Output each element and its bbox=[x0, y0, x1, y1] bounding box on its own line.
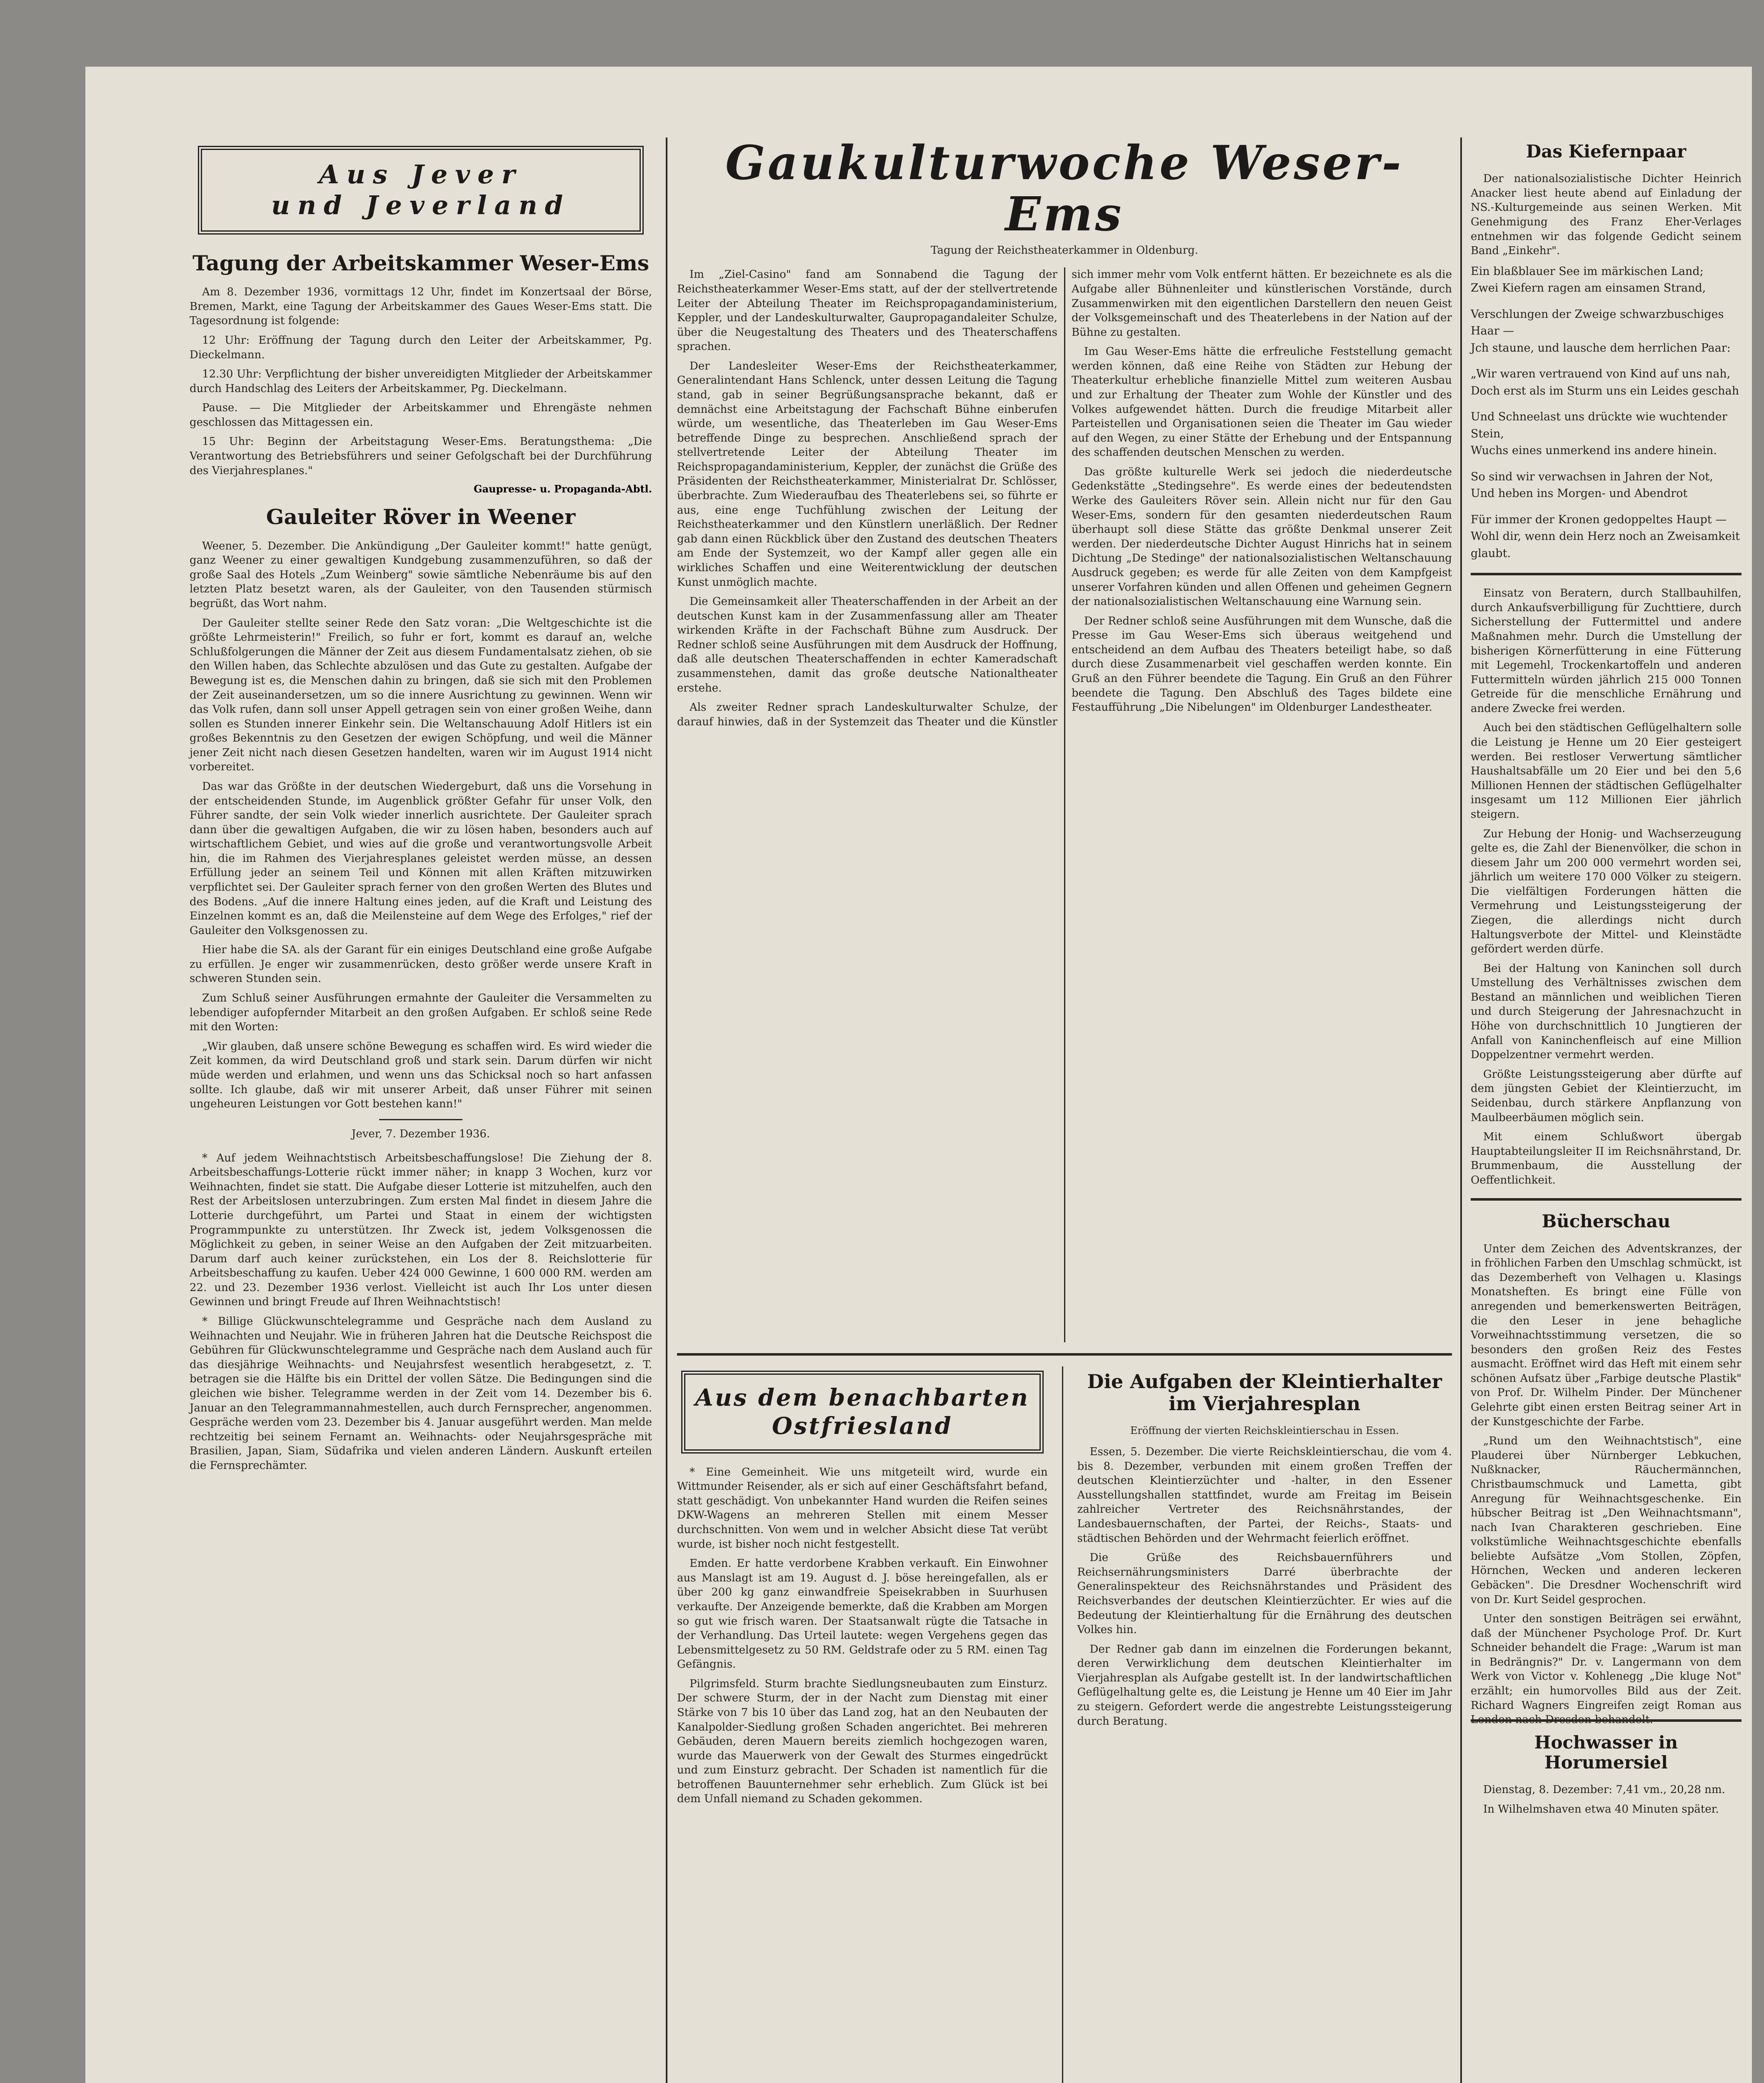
article-paragraph: * Eine Gemeinheit. Wie uns mitgeteilt wird, wurde ein Wittmunder Reisender, als er sich auf einer Geschäftsfahrt befand, statt geschädigt. Von unbekannter Hand wurden die Reifen seines DKW-Wagens an mehreren Stellen mit einem Messer durchschnitten. Von wem und in welcher Absicht diese Tat verübt wurde, ist bisher noch nicht festgestellt. bbox=[677, 1466, 1048, 1551]
poem-stanza: So sind wir verwachsen in Jahren der Not, Und heben ins Morgen- und Abendrot bbox=[1471, 470, 1713, 500]
section-box-jever bbox=[198, 146, 644, 235]
article-title-hochwasser: Hochwasser in Horumersiel bbox=[1534, 1732, 1678, 1773]
article-subtitle: Eröffnung der vierten Reichskleintierschau in Essen. bbox=[1130, 1425, 1399, 1437]
article-paragraph: Weener, 5. Dezember. Die Ankündigung „Der Gauleiter kommt!" hatte genügt, ganz Weener zu einer gewaltigen Kundgebung zusammenzuführen, so daß der große Saal des Hotels „Zum Weinberg" sowie sämtliche Nebenräume bis auf den letzten Platz besetzt waren, als der Gauleiter, von den Tausenden stürmisch begrüßt, das Wort nahm. bbox=[190, 539, 652, 610]
buecherschau-body bbox=[1471, 1242, 1742, 1726]
article-paragraph: Emden. Er hatte verdorbene Krabben verkauft. Ein Einwohner aus Manslagt ist am 19. August d. J. böse hereingefallen, als er über 200 kg ganz einwandfreie Speisekrabben in Suurhusen verkaufte. Der Anzeigende bemerkte, daß die Krabben am Morgen so gut wie frisch waren. Der Staatsanwalt rügte die Tatsache in der Verhandlung. Das Urteil lautete: wegen Vergehens gegen das Lebensmittelgesetz zu 50 RM. Geldstrafe oder zu 5 RM. einen Tag Gefängnis. bbox=[677, 1557, 1048, 1671]
article-paragraph: „Wir glauben, daß unsere schöne Bewegung es schaffen wird. Es wird wieder die Zeit kommen, da wird Deutschland groß und stark sein. Darum dürfen wir nicht müde werden und erlahmen, und wenn uns das Schicksal noch so hart anfassen sollte. Ich glaube, daß wir mit unserer Arbeit, daß unser Führer mit seinen ungeheuren Leistungen vor Gott bestehen kann!" bbox=[190, 1040, 652, 1111]
poem-stanza: Verschlungen der Zweige schwarzbuschiges Haar — Jch staune, und lausche dem herrlichen Paar: bbox=[1471, 307, 1731, 355]
article-paragraph: Als zweiter Redner sprach Landeskulturwalter Schulze, der darauf hinwies, daß in der Systemzeit das Theater und die Künstler sich immer mehr vom Volk entfernt hätten. Er bezeichnete es als die Aufgabe aller Bühnenleiter und künstlerischen Vorstände, durch Zusammenwirken mit den eigentlichen Darstellern den neuen Geist der Volksgemeinschaft und des Theaterlebens in der Nation auf der Bühne zu gestalten. bbox=[677, 268, 1452, 728]
article-paragraph: Im „Ziel-Casino" fand am Sonnabend die Tagung der Reichstheaterkammer Weser-Ems statt, auf der der stellvertretende Leiter der Abteilung Theater im Reichspropagandaministerium, Keppler, und der Landeskulturwalter, Gaupropagandaleiter Schulze, über die Neugestaltung des Theaters und des Theaterschaffens sprachen. bbox=[677, 268, 1057, 353]
article-paragraph: Auch bei den städtischen Geflügelhaltern solle die Leistung je Henne um 20 Eier gesteigert werden. Bei restloser Verwertung sämtlicher Haushaltsabfälle um 20 Eier und bei den 5,6 Millionen Hennen der städtischen Geflügelhalter insgesamt um 112 Millionen Eier jährlich steigern. bbox=[1471, 722, 1742, 821]
article-paragraph: Am 8. Dezember 1936, vormittags 12 Uhr, findet im Konzertsaal der Börse, Bremen, Markt, eine Tagung der Arbeitskammer des Gaues Weser-Ems statt. Die Tagesordnung ist folgende: bbox=[190, 286, 652, 327]
tide-times: Dienstag, 8. Dezember: 7,41 vm., 20,28 nm. bbox=[1483, 1783, 1725, 1796]
article-paragraph: Das größte kulturelle Werk sei jedoch die niederdeutsche Gedenkstätte „Stedingsehre". Es werde eines der bedeutendsten Werke des Gauleiters Röver sein. Allein nicht nur für den Gau Weser-Ems, sondern für den gesamten niederdeutschen Raum überhaupt soll diese Stätte das größte Denkmal unserer Zeit werden. Der niederdeutsche Dichter August Hinrichs hat in seinem Dichtung „De Stedinge" der nationalsozialistischen Weltanschauung Ausdruck gegeben; es werde für alle Zeiten von dem Kampfgeist unserer Vorfahren künden und allen Offenen und geheimen Gegnern der nationalsozialistischen Weltanschauung eine Warnung sein. bbox=[1072, 465, 1452, 608]
article-paragraph: Das war das Größte in der deutschen Wiedergeburt, daß uns die Vorsehung in der entscheidenden Stunde, im Augenblick größter Gefahr für unser Volk, den Führer sandte, der sein Volk wieder innerlich ausrichtete. Der Gauleiter sprach dann über die gewaltigen Aufgaben, die wir zu lösen haben, besonders auch auf wirtschaftlichem Gebiet, und wies auf die große und verantwortungsvolle Arbeit hin, die im Rahmen des Vierjahresplanes geleistet werden müsse, an dessen Erfüllung jeder an seinem Teil und Können mit allen Kräften mitzuwirken verpflichtet sei. Der Gauleiter sprach ferner von den großen Werten des Blutes und des Bodens. „Auf die innere Haltung eines jeden, auf die Kraft und Leistung des Einzelnen kommt es an, daß die Meilensteine auf dem Wege des Erfolges," rief der Gauleiter den Volksgenossen zu. bbox=[190, 780, 652, 937]
article-paragraph: Der Redner gab dann im einzelnen die Forderungen bekannt, deren Verwirklichung dem deutschen Kleintierhalter im Vierjahresplan als Aufgabe gestellt ist. In der landwirtschaftlichen Geflügelhaltung gelte es, die Leistung je Henne um 40 Eier im Jahr zu steigern. Gefordert werde die angestrebte Leistungssteigerung durch Beratung. bbox=[1077, 1643, 1452, 1728]
lower-middle-section bbox=[677, 1366, 1452, 2083]
poem-title: Das Kiefernpaar bbox=[1526, 141, 1687, 162]
article-paragraph: Zur Hebung der Honig- und Wachserzeugung gelte es, die Zahl der Bienenvölker, die schon in diesem Jahr um 200 000 vermehrt worden sei, jährlich um weitere 170 000 Völker zu steigern. Die vielfältigen Forderungen hätten die Vermehrung und Leistungssteigerung der Ziegen, die allerdings nicht durch Haltungsverbote der Mittel- und Kleinstädte gefördert werden dürfe. bbox=[1471, 827, 1742, 956]
section-title-jever: Aus Jever und Jeverland bbox=[271, 159, 571, 221]
poem-stanza: „Wir waren vertrauend von Kind auf uns nah, Doch erst als im Sturm uns ein Leides geschah bbox=[1471, 367, 1739, 397]
article-paragraph: Der Landesleiter Weser-Ems der Reichstheaterkammer, Generalintendant Hans Schlenck, unter dessen Leitung die Tagung stand, gab in seiner Begrüßungsansprache bekannt, daß er demnächst eine Arbeitstagung der Fachschaft Bühne einberufen würde, um wesentliche, das Theaterleben im Gau Weser-Ems betreffende Dinge zu besprechen. Anschließend sprach der stellvertretende Leiter der Abteilung Theater im Reichspropagandaministerium, Keppler, der zunächst die Grüße des Präsidenten der Reichstheaterkammer, Ministerialrat Dr. Schlösser, überbrachte. Zum Wiederaufbau des Theaterlebens sei, so führte er aus, eine enge Tuchfühlung zwischen der Leitung der Reichstheaterkammer und den Künstlern unerläßlich. Der Redner gab dann einen Rückblick über den Zustand des deutschen Theaters am Ende der Systemzeit, wo der Kampf aller gegen alle ein wirkliches Schaffen und eine Weiterentwicklung der deutschen Kunst unmöglich machte. bbox=[677, 360, 1057, 589]
section-box-ostfriesland bbox=[681, 1371, 1044, 1453]
section-divider bbox=[1471, 573, 1742, 575]
article-title-roever: Gauleiter Röver in Weener bbox=[266, 505, 576, 529]
masthead-subtitle: Tagung der Reichstheaterkammer in Oldenburg. bbox=[931, 244, 1198, 257]
article-paragraph: 12 Uhr: Eröffnung der Tagung durch den Leiter der Arbeitskammer, Pg. Dieckelmann. bbox=[190, 334, 652, 361]
left-column bbox=[190, 137, 652, 2083]
article-paragraph: Zum Schluß seiner Ausführungen ermahnte der Gauleiter die Versammelten zu lebendiger aufopfernder Mitarbeit an den großen Aufgaben. Er schloß seine Rede mit den Worten: bbox=[190, 992, 652, 1034]
section-divider bbox=[677, 1353, 1452, 1356]
article-paragraph: Pause. — Die Mitglieder der Arbeitskammer und Ehrengäste nehmen geschlossen das Mittagessen ein. bbox=[190, 402, 652, 429]
article-title-buecherschau: Bücherschau bbox=[1542, 1211, 1671, 1232]
poem-stanza: Für immer der Kronen gedoppeltes Haupt — Wohl dir, wenn dein Herz noch an Zweisamkeit glaubt. bbox=[1471, 513, 1740, 560]
poem-body bbox=[1471, 263, 1742, 562]
article-paragraph: 15 Uhr: Beginn der Arbeitstagung Weser-Ems. Beratungsthema: „Die Verantwortung des Betriebsführers und seiner Gefolgschaft bei der Durchführung des Vierjahresplanes." bbox=[190, 435, 652, 477]
article-paragraph: Einsatz von Beratern, durch Stallbauhilfen, durch Ankaufsverbilligung für Zuchttiere, durch Sicherstellung der Futtermittel und andere Maßnahmen mehr. Durch die Umstellung der bisherigen Körnerfütterung in eine Fütterung mit Legemehl, Trockenkartoffeln und anderen Futtermitteln würden jährlich 215 000 Tonnen Getreide für die menschliche Ernährung und andere Zwecke frei werden. bbox=[1471, 587, 1742, 715]
article-paragraph: Essen, 5. Dezember. Die vierte Reichskleintierschau, die vom 4. bis 8. Dezember, verbunden mit einem großen Treffen der deutschen Kleintierzüchter und -halter, in den Essener Ausstellungshallen stattfindet, wurde am Freitag im Beisein zahlreicher Vertreter des Reichsnährstandes, der Landesbauernschaften, der Partei, der Reichs-, Staats- und städtischen Behörden und der Wehrmacht feierlich eröffnet. bbox=[1077, 1446, 1452, 1545]
right-column bbox=[1471, 137, 1742, 2083]
article-paragraph: Hier habe die SA. als der Garant für ein einiges Deutschland eine große Aufgabe zu erfüllen. Je enger wir zusammenrücken, desto größer werde unsere Kraft in schweren Stunden sein. bbox=[190, 944, 652, 985]
article-paragraph: Bei der Haltung von Kaninchen soll durch Umstellung des Verhältnisses zwischen dem Bestand an männlichen und weiblichen Tieren und durch Steigerung der Jahresnachzucht in Höhe von durchschnittlich 10 Jungtieren der Anfall von Kaninchenfleisch auf eine Million Doppelzentner vermehrt werden. bbox=[1471, 962, 1742, 1061]
middle-column bbox=[677, 137, 1452, 2083]
column-divider bbox=[666, 137, 667, 2083]
article-signature: Gaupresse- u. Propaganda-Abtl. bbox=[473, 483, 652, 495]
divider bbox=[379, 1119, 462, 1120]
article-paragraph: 12.30 Uhr: Verpflichtung der bisher unvereidigten Mitglieder der Arbeitskammer durch Handschlag des Leiters der Arbeitskammer, Pg. Dieckelmann. bbox=[190, 368, 652, 395]
poem-stanza: Und Schneelast uns drückte wie wuchtender Stein, Wuchs eines unmerkend ins andere hinein. bbox=[1471, 410, 1727, 457]
column-divider bbox=[1460, 137, 1462, 2083]
article-paragraph: Der Gauleiter stellte seiner Rede den Satz voran: „Die Weltgeschichte ist die größte Lehrmeisterin!" Freilich, so fuhr er fort, kommt es darauf an, welche Schlußfolgerungen die Männer der Zeit aus diesem Fundamentalsatz ziehen, ob sie den Willen haben, das Schlechte abzulösen und das Gute zu gestalten. Aufgabe der Bewegung ist es, die Menschen dahin zu bringen, daß sie sich mit den Problemen der Zeit auseinandersetzen, um so die innere Ausrichtung zu gewinnen. Wenn wir das Volk rufen, dann soll unser Appell getragen sein von einer großen Weihe, dann sollen es Stunden innerer Einkehr sein. Die Weltanschauung Adolf Hitlers ist ein großes Bekenntnis zu den Gesetzen der ewigen Schöpfung, und weil die Männer jener Zeit nicht nach diesen Gesetzen handelten, waren wir im August 1914 nicht vorbereitet. bbox=[190, 617, 652, 774]
section-title-ostfriesland: Aus dem benachbarten Ostfriesland bbox=[695, 1384, 1030, 1440]
ostfriesland-column bbox=[677, 1366, 1048, 2083]
newspaper-page bbox=[85, 67, 1752, 2083]
article-title-arbeitskammer: Tagung der Arbeitskammer Weser-Ems bbox=[192, 250, 650, 275]
poem-intro: Der nationalsozialistische Dichter Heinrich Anacker liest heute abend auf Einladung der NS.-Kulturgemeinde aus seinen Werken. Mit Genehmigung des Franz Eher-Verlages entnehmen wir das folgende Gedicht seinem Band „Einkehr". bbox=[1471, 172, 1742, 257]
article-title-kleintierhalter: Die Aufgaben der Kleintierhalter im Vierjahresplan bbox=[1087, 1370, 1442, 1415]
dateline: Jever, 7. Dezember 1936. bbox=[351, 1127, 490, 1140]
article-paragraph: Der Redner schloß seine Ausführungen mit dem Wunsche, daß die Presse im Gau Weser-Ems sich überaus weitgehend und entscheidend an dem Aufbau des Theaters beteiligt habe, so daß durch diese Zusammenarbeit viel geschaffen werden konnte. Ein Gruß an den Führer beendete die Tagung. Ein Gruß an den Führer beendete die Tagung. Den Abschluß des Tages bildete eine Festaufführung „Die Nibelungen" im Oldenburger Landestheater. bbox=[1072, 614, 1452, 714]
article-paragraph: Unter den sonstigen Beiträgen sei erwähnt, daß der Münchener Psychologe Prof. Dr. Kurt Schneider behandelt die Frage: „Warum ist man in Bedrängnis?" Dr. v. Langermann von dem Werk von Victor v. Kohlenegg „Die kluge Not" erzählt; ein humorvolles Bild aus der Zeit. Richard Wagners Eingreifen zeigt Roman aus London nach Dresden behandelt. bbox=[1471, 1613, 1742, 1726]
kleintier-column bbox=[1077, 1366, 1452, 2083]
article-paragraph: Unter dem Zeichen des Adventskranzes, der in fröhlichen Farben den Umschlag schmückt, ist das Dezemberheft von Velhagen u. Klasings Monatsheften. Es bringt eine Fülle von anregenden und bemerkenswerten Beiträgen, die den Leser in jene behagliche Vorweihnachtsstimmung versetzen, die so besonders den großen Reiz des Festes ausmacht. Eröffnet wird das Heft mit einem sehr schönen Aufsatz über „Farbige deutsche Plastik" von Prof. Dr. Wilhelm Pinder. Der Münchener Gelehrte gibt einen ersten Beitrag seiner Art in der Kunstgeschichte der Farbe. bbox=[1471, 1242, 1742, 1428]
article-paragraph: Die Gemeinsamkeit aller Theaterschaffenden in der Arbeit an der deutschen Kunst kam in der Zusammenfassung aller am Theater wirkenden Kräfte in der Fachschaft Bühne zum Ausdruck. Der Redner schloß seine Ausführungen mit dem Ausdruck der Hoffnung, daß alle deutschen Theaterschaffenden in echter Kameradschaft zusammenstehen, damit das große deutsche Nationaltheater erstehe. bbox=[677, 595, 1057, 694]
article-paragraph: Im Gau Weser-Ems hätte die erfreuliche Feststellung gemacht werden können, daß eine Reihe von Städten zur Hebung der Theaterkultur erhebliche finanzielle Mittel zum weiteren Ausbau und zur Erhaltung der Theater zum Wohle der Künstler und des Volkes aufgewendet hätten. Durch die freudige Mitarbeit aller Parteistellen und Organisationen seien die Theater im Gau wieder auf den Wegen, zu einer Stätte der Erhebung und der Entspannung des schaffenden deutschen Menschen zu werden. bbox=[1072, 345, 1452, 459]
section-divider bbox=[1471, 1198, 1742, 1201]
article-paragraph: * Billige Glückwunschtelegramme und Gespräche nach dem Ausland zu Weihnachten und Neujahr. Wie in früheren Jahren hat die Deutsche Reichspost die Gebühren für Glückwunschtelegramme und Gespräche nach dem Ausland auch für das diesjährige Weihnachts- und Neujahrsfest wesentlich herabgesetzt, z. T. betragen sie die Hälfte bis ein Drittel der vollen Sätze. Die Bedingungen sind die gleichen wie bisher. Telegramme werden in der Zeit vom 14. Dezember bis 6. Januar an den Telegrammannahmestellen, auch durch Fernsprecher, angenommen. Gespräche werden vom 23. Dezember bis 4. Januar ausgeführt werden. Man melde rechtzeitig bei seinem Fernamt an. Weihnachts- oder Neujahrsgespräche mit Brasilien, Japan, Siam, Südafrika und vielen anderen Ländern. Auskunft erteilen die Fernsprechämter. bbox=[190, 1315, 652, 1472]
article-paragraph: „Rund um den Weihnachtstisch", eine Plauderei über Nürnberger Lebkuchen, Nußknacker, Räuchermännchen, Christbaumschmuck und Lametta, gibt Anregung für Weihnachtsgeschenke. Ein hübscher Beitrag ist „Den Weihnachtsmann", nach Ivan Charakteren geschrieben. Eine volkstümliche Weihnachtsgeschichte ebenfalls beliebte Aufsätze „Vom Stollen, Zöpfen, Hörnchen, Wecken und anderen leckeren Gebäcken". Die Dresdner Wochenschrift wird von Dr. Kurt Seidel gesprochen. bbox=[1471, 1435, 1742, 1606]
tide-note: In Wilhelmshaven etwa 40 Minuten später. bbox=[1483, 1803, 1719, 1816]
article-paragraph: Pilgrimsfeld. Sturm brachte Siedlungsneubauten zum Einsturz. Der schwere Sturm, der in der Nacht zum Dienstag mit einer Stärke von 7 bis 10 über das Land zog, hat an den Neubauten der Kanalpolder-Siedlung großen Schaden angerichtet. Bei mehreren Gebäuden, deren Mauern bereits ziemlich hochgezogen waren, wurde das Mauerwerk von der Gewalt des Sturmes eingedrückt und zum Einsturz gebracht. Der Schaden ist namentlich für die betroffenen Bauunternehmer sehr erheblich. Zum Glück ist bei dem Unfall niemand zu Schaden gekommen. bbox=[677, 1677, 1048, 1806]
article-paragraph: Die Grüße des Reichsbauernführers und Reichsernährungsministers Darré überbrachte der Generalinspekteur des Reichsnährstandes und Präsident des Reichsverbandes der deutschen Kleintierzüchter. Er wies auf die Bedeutung der Kleintierhaltung für die Ernährung des deutschen Volkes hin. bbox=[1077, 1551, 1452, 1636]
article-paragraph: Größte Leistungssteigerung aber dürfte auf dem jüngsten Gebiet der Kleintierzucht, im Seidenbau, durch stärkere Anpflanzung von Maulbeerbäumen möglich sein. bbox=[1471, 1068, 1742, 1124]
poem-stanza: Ein blaßblauer See im märkischen Land; Zwei Kiefern ragen am einsamen Strand, bbox=[1471, 265, 1706, 295]
masthead-gaukulturwoche: Gaukulturwoche Weser-Ems bbox=[725, 136, 1404, 242]
article-gaukulturwoche bbox=[677, 267, 1452, 1342]
article-paragraph: * Auf jedem Weihnachtstisch Arbeitsbeschaffungslose! Die Ziehung der 8. Arbeitsbeschaffungs-Lotterie rückt immer näher; in knapp 3 Wochen, kurz vor Weihnachten, findet sie statt. Die Aufgabe dieser Lotterie ist mitzuhelfen, auch den Rest der Arbeitslosen unterzubringen. Zum ersten Mal findet in diesem Jahre die Lotterie durchgeführt, um Partei und Staat in einem der wichtigsten Programmpunkte zu unterstützen. Ihr Zweck ist, jedem Volksgenossen die Möglichkeit zu geben, in seiner Weise an den Aufgaben der Zeit mitzuarbeiten. Darum darf auch keiner zurückstehen, ein Los der 8. Reichslotterie für Arbeitsbeschaffung zu kaufen. Ueber 424 000 Gewinne, 1 600 000 RM. werden am 22. und 23. Dezember 1936 verlost. Vielleicht ist auch Ihr Los unter diesen Gewinnen und bringt Freude auf Ihren Weihnachtstisch! bbox=[190, 1151, 652, 1309]
column-divider bbox=[1062, 1366, 1063, 2083]
article-paragraph: Mit einem Schlußwort übergab Hauptabteilungsleiter II im Reichsnährstand, Dr. Brummenbaum, die Ausstellung der Oeffentlichkeit. bbox=[1471, 1131, 1742, 1186]
